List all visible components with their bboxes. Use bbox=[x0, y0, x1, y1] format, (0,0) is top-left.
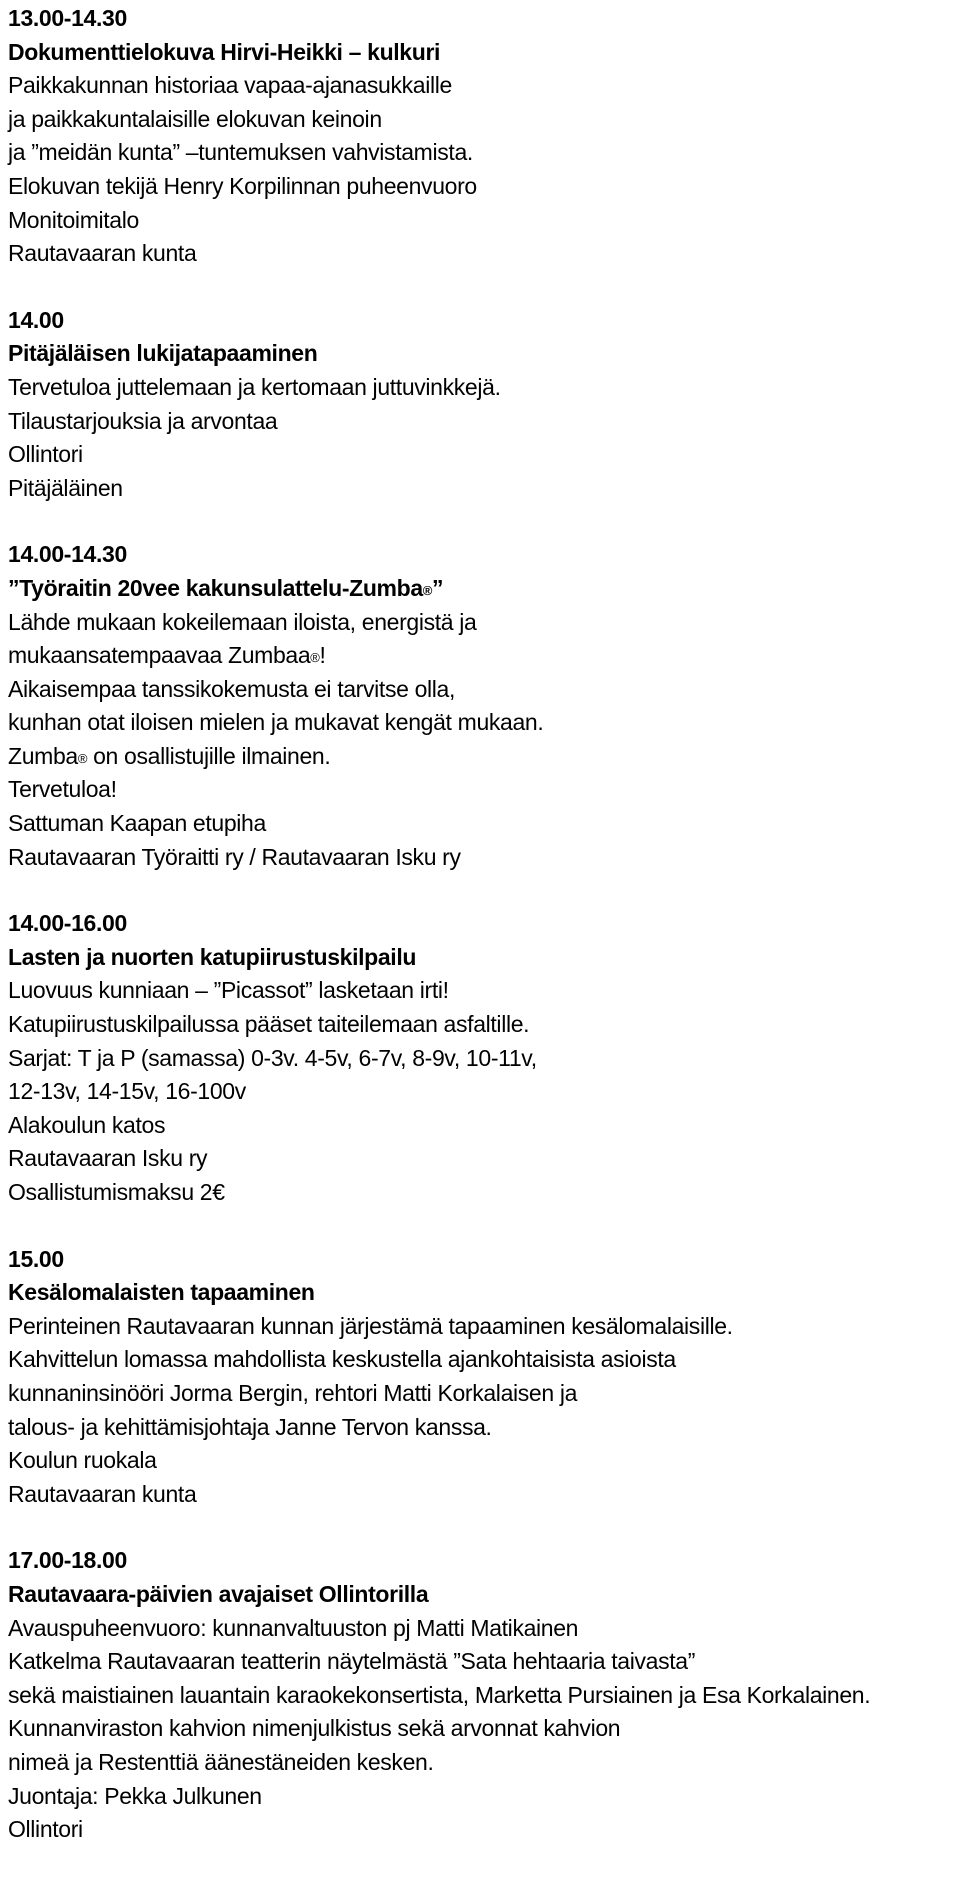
line-text: ! bbox=[319, 642, 326, 669]
event-time: 13.00-14.30 bbox=[8, 5, 127, 31]
event-line: Katkelma Rautavaaran teatterin näytelmästä ”Sata hehtaaria taivasta” bbox=[8, 1648, 696, 1675]
event-line: Tervetuloa! bbox=[8, 776, 117, 803]
event-time: 14.00-14.30 bbox=[8, 541, 127, 568]
event-line: Kunnanviraston kahvion nimenjulkistus sekä arvonnat kahvion bbox=[8, 1715, 621, 1742]
event-organizer: Rautavaaran kunta bbox=[8, 1480, 197, 1507]
line-text: Zumba bbox=[8, 742, 78, 769]
event-organizer: Rautavaaran Työraitti ry / Rautavaaran Isku ry bbox=[8, 843, 461, 870]
event-line: Perinteinen Rautavaaran kunnan järjestämä tapaaminen kesälomalaisille. bbox=[8, 1312, 733, 1339]
event-line: kunhan otat iloisen mielen ja mukavat kengät mukaan. bbox=[8, 709, 544, 736]
event-title: Rautavaara-päivien avajaiset Ollintorilla bbox=[8, 1580, 429, 1607]
event-entry bbox=[8, 1544, 953, 1846]
document-page bbox=[8, 2, 953, 1847]
event-entry bbox=[8, 304, 953, 506]
registered-mark: ® bbox=[422, 583, 433, 599]
event-venue: Sattuman Kaapan etupiha bbox=[8, 810, 266, 837]
event-line: Kahvittelun lomassa mahdollista keskustella ajankohtaisista asioista bbox=[8, 1346, 676, 1373]
event-organizer: Rautavaaran kunta bbox=[8, 240, 197, 267]
event-venue: Alakoulun katos bbox=[8, 1111, 166, 1138]
event-host: Juontaja: Pekka Julkunen bbox=[8, 1782, 262, 1809]
event-organizer: Pitäjäläinen bbox=[8, 474, 123, 501]
event-title: Lasten ja nuorten katupiirustuskilpailu bbox=[8, 943, 417, 970]
event-title: Pitäjäläisen lukijatapaaminen bbox=[8, 340, 318, 367]
event-line: ja ”meidän kunta” –tuntemuksen vahvistamista. bbox=[8, 139, 473, 166]
event-organizer: Rautavaaran Isku ry bbox=[8, 1145, 208, 1172]
event-line: kunnaninsinööri Jorma Bergin, rehtori Matti Korkalaisen ja bbox=[8, 1379, 578, 1406]
event-line: Lähde mukaan kokeilemaan iloista, energistä ja bbox=[8, 608, 477, 635]
event-line: Avauspuheenvuoro: kunnanvaltuuston pj Matti Matikainen bbox=[8, 1614, 579, 1641]
event-line: Sarjat: T ja P (samassa) 0-3v. 4-5v, 6-7v, 8-9v, 10-11v, bbox=[8, 1044, 537, 1071]
event-line: nimeä ja Restenttiä äänestäneiden kesken. bbox=[8, 1748, 434, 1775]
event-entry bbox=[8, 2, 953, 271]
event-entry bbox=[8, 538, 953, 874]
event-entry bbox=[8, 1243, 953, 1512]
event-line: Tilaustarjouksia ja arvontaa bbox=[8, 407, 278, 434]
line-text: on osallistujille ilmainen. bbox=[87, 742, 331, 769]
event-line: 12-13v, 14-15v, 16-100v bbox=[8, 1078, 246, 1105]
event-line: Aikaisempaa tanssikokemusta ei tarvitse olla, bbox=[8, 675, 456, 702]
event-line: talous- ja kehittämisjohtaja Janne Tervon kanssa. bbox=[8, 1413, 492, 1440]
event-entry bbox=[8, 907, 953, 1209]
event-line: Tervetuloa juttelemaan ja kertomaan juttuvinkkejä. bbox=[8, 373, 501, 400]
event-line: Katupiirustuskilpailussa pääset taiteilemaan asfaltille. bbox=[8, 1011, 530, 1038]
line-text: mukaansatempaavaa Zumbaa bbox=[8, 642, 311, 669]
event-venue: Koulun ruokala bbox=[8, 1447, 157, 1474]
event-line: Luovuus kunniaan – ”Picassot” lasketaan irti! bbox=[8, 977, 449, 1004]
event-line: Elokuvan tekijä Henry Korpilinnan puheenvuoro bbox=[8, 172, 477, 199]
registered-mark: ® bbox=[77, 751, 88, 766]
event-venue: Ollintori bbox=[8, 1816, 83, 1843]
registered-mark: ® bbox=[310, 650, 320, 666]
event-title: Kesälomalaisten tapaaminen bbox=[8, 1279, 315, 1306]
event-venue: Ollintori bbox=[8, 441, 83, 468]
event-time: 14.00-16.00 bbox=[8, 910, 127, 937]
event-line: sekä maistiainen lauantain karaokekonsertista, Marketta Pursiainen ja Esa Korkalainen. bbox=[8, 1681, 871, 1708]
event-title bbox=[8, 572, 953, 606]
event-time: 15.00 bbox=[8, 1245, 64, 1272]
event-line: Paikkakunnan historiaa vapaa-ajanasukkaille bbox=[8, 72, 452, 99]
title-closing-quote: ” bbox=[432, 574, 444, 601]
title-text: ”Työraitin 20vee kakunsulattelu-Zumba bbox=[8, 574, 423, 601]
event-line: ja paikkakuntalaisille elokuvan keinoin bbox=[8, 105, 382, 132]
event-line bbox=[8, 639, 953, 673]
event-line bbox=[8, 740, 953, 774]
event-fee: Osallistumismaksu 2€ bbox=[8, 1179, 225, 1205]
event-time: 17.00-18.00 bbox=[8, 1547, 127, 1574]
event-venue: Monitoimitalo bbox=[8, 206, 139, 233]
event-title: Dokumenttielokuva Hirvi-Heikki – kulkuri bbox=[8, 38, 441, 65]
event-time: 14.00 bbox=[8, 306, 64, 333]
